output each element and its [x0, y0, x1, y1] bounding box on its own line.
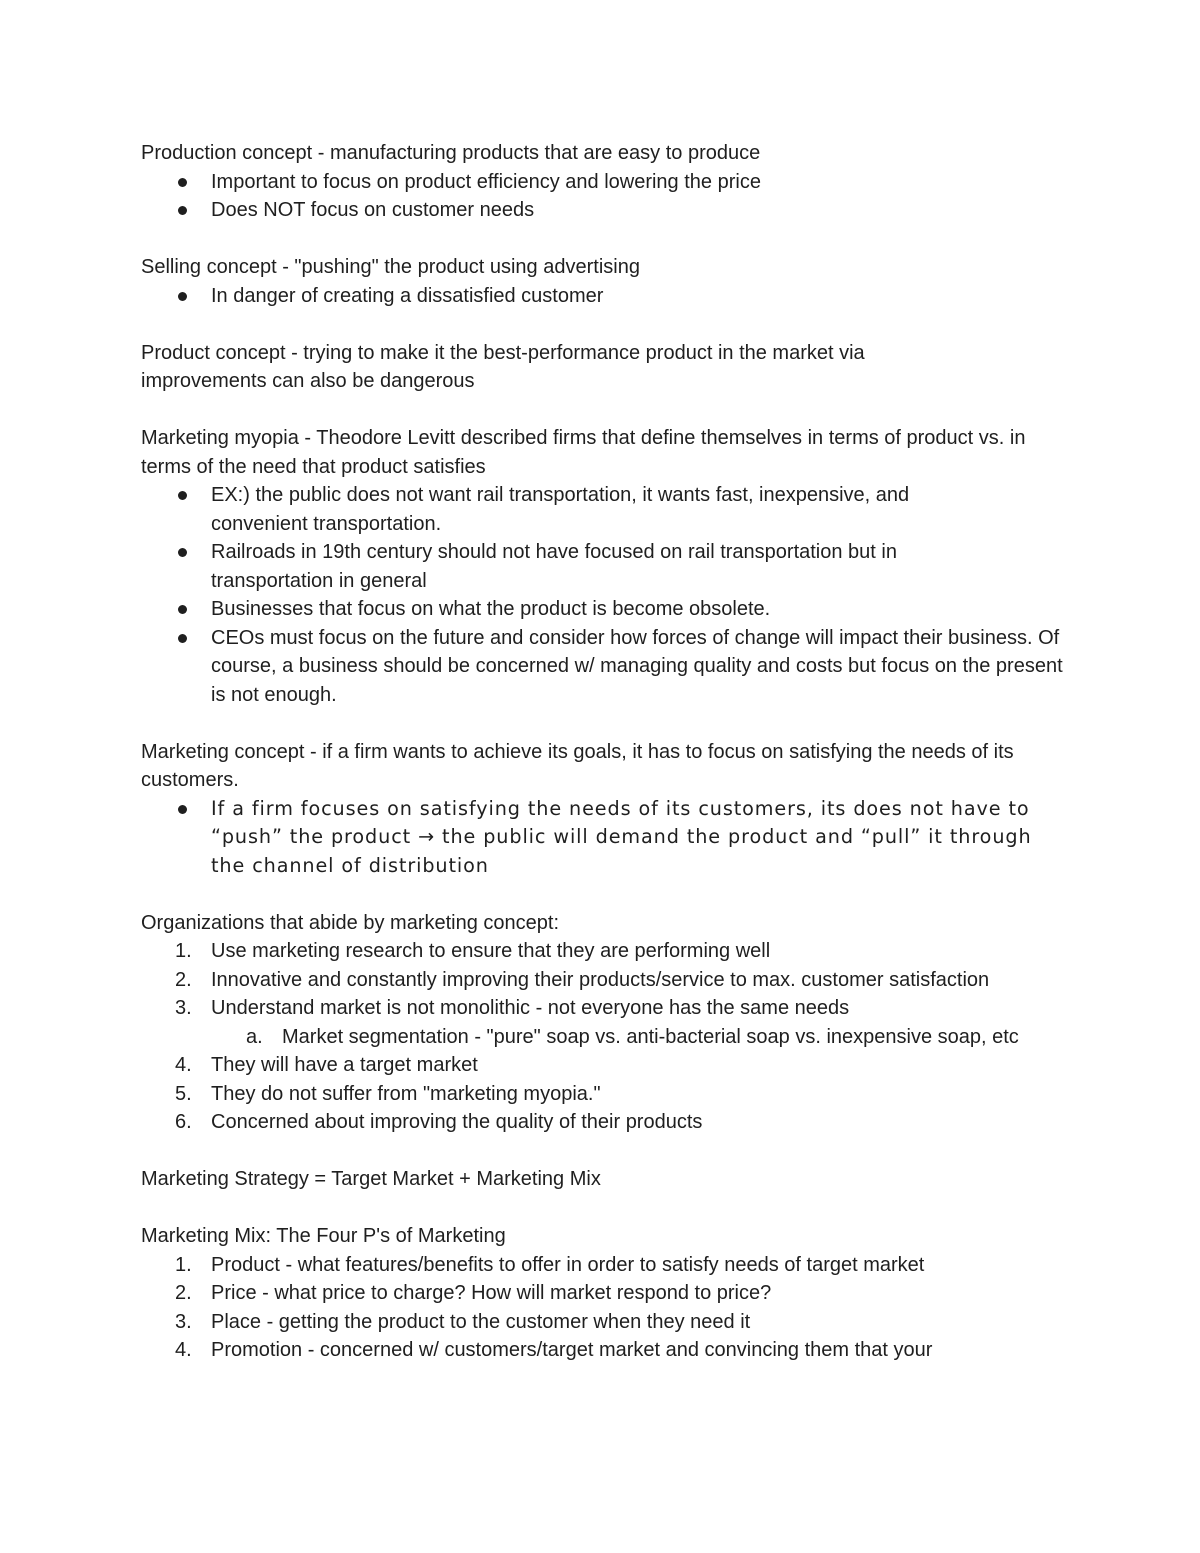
list-item: 1. Product - what features/benefits to offer in order to satisfy needs of target market [175, 1253, 925, 1276]
list-item: If a firm focuses on satisfying the needs of its customers, its does not have to “push” the product → the public will demand the product and “pull” it through the channel of distribution [141, 795, 1061, 881]
production-concept-heading: Production concept - manufacturing products that are easy to produce [141, 142, 761, 164]
bullet-icon [178, 548, 187, 557]
organizations-heading: Organizations that abide by marketing concept: [141, 911, 560, 934]
bullet-icon [178, 292, 187, 301]
list-item: 1. Use marketing research to ensure that they are performing well [175, 940, 771, 962]
bullet-icon [178, 805, 187, 814]
marketing-myopia-paragraph: Marketing myopia - Theodore Levitt described firms that define themselves in terms of product vs. in terms of the need that product satisfies [141, 427, 1026, 478]
bullet-icon [178, 605, 187, 614]
list-item: CEOs must focus on the future and consider how forces of change will impact their business. Of course, a business should be concerned w/ managing quality and costs but focus on the present is not enough. [141, 624, 1066, 710]
list-item: Businesses that focus on what the product is become obsolete. [141, 595, 1061, 624]
list-item: 5. They do not suffer from "marketing myopia." [175, 1082, 601, 1105]
bullet-icon [178, 491, 187, 500]
list-item: 3. Understand market is not monolithic - not everyone has the same needs [175, 997, 850, 1019]
bullet-icon [178, 206, 187, 215]
list-item: EX:) the public does not want rail transportation, it wants fast, inexpensive, and convenient transportation. [141, 481, 1001, 538]
list-item: 2. Price - what price to charge? How will market respond to price? [175, 1282, 772, 1304]
bullet-icon [178, 634, 187, 643]
list-item: 6. Concerned about improving the quality of their products [175, 1111, 703, 1133]
marketing-concept-paragraph: Marketing concept - if a firm wants to achieve its goals, it has to focus on satisfying the needs of its customers. [141, 740, 1014, 791]
list-item: 4. They will have a target market [175, 1054, 478, 1076]
list-item: Railroads in 19th century should not have focused on rail transportation but in transportation in general [141, 538, 1001, 595]
list-item: 2. Innovative and constantly improving their products/service to max. customer satisfaction [175, 968, 990, 991]
list-item: 3. Place - getting the product to the customer when they need it [175, 1310, 751, 1333]
document-page [141, 139, 1061, 1365]
list-item: Important to focus on product efficiency and lowering the price [141, 168, 1061, 197]
product-concept-paragraph: Product concept - trying to make it the best-performance product in the market via improvements can also be dangerous [141, 341, 865, 392]
bullet-icon [178, 178, 187, 187]
list-item: a. Market segmentation - "pure" soap vs. anti-bacterial soap vs. inexpensive soap, etc [246, 1025, 1019, 1048]
list-item: In danger of creating a dissatisfied customer [141, 282, 1061, 311]
marketing-strategy-heading: Marketing Strategy = Target Market + Marketing Mix [141, 1168, 601, 1190]
marketing-mix-heading: Marketing Mix: The Four P's of Marketing [141, 1225, 506, 1247]
list-item: 4. Promotion - concerned w/ customers/target market and convincing them that your [175, 1339, 933, 1361]
selling-concept-heading: Selling concept - "pushing" the product using advertising [141, 256, 640, 278]
list-item: Does NOT focus on customer needs [141, 196, 1061, 225]
